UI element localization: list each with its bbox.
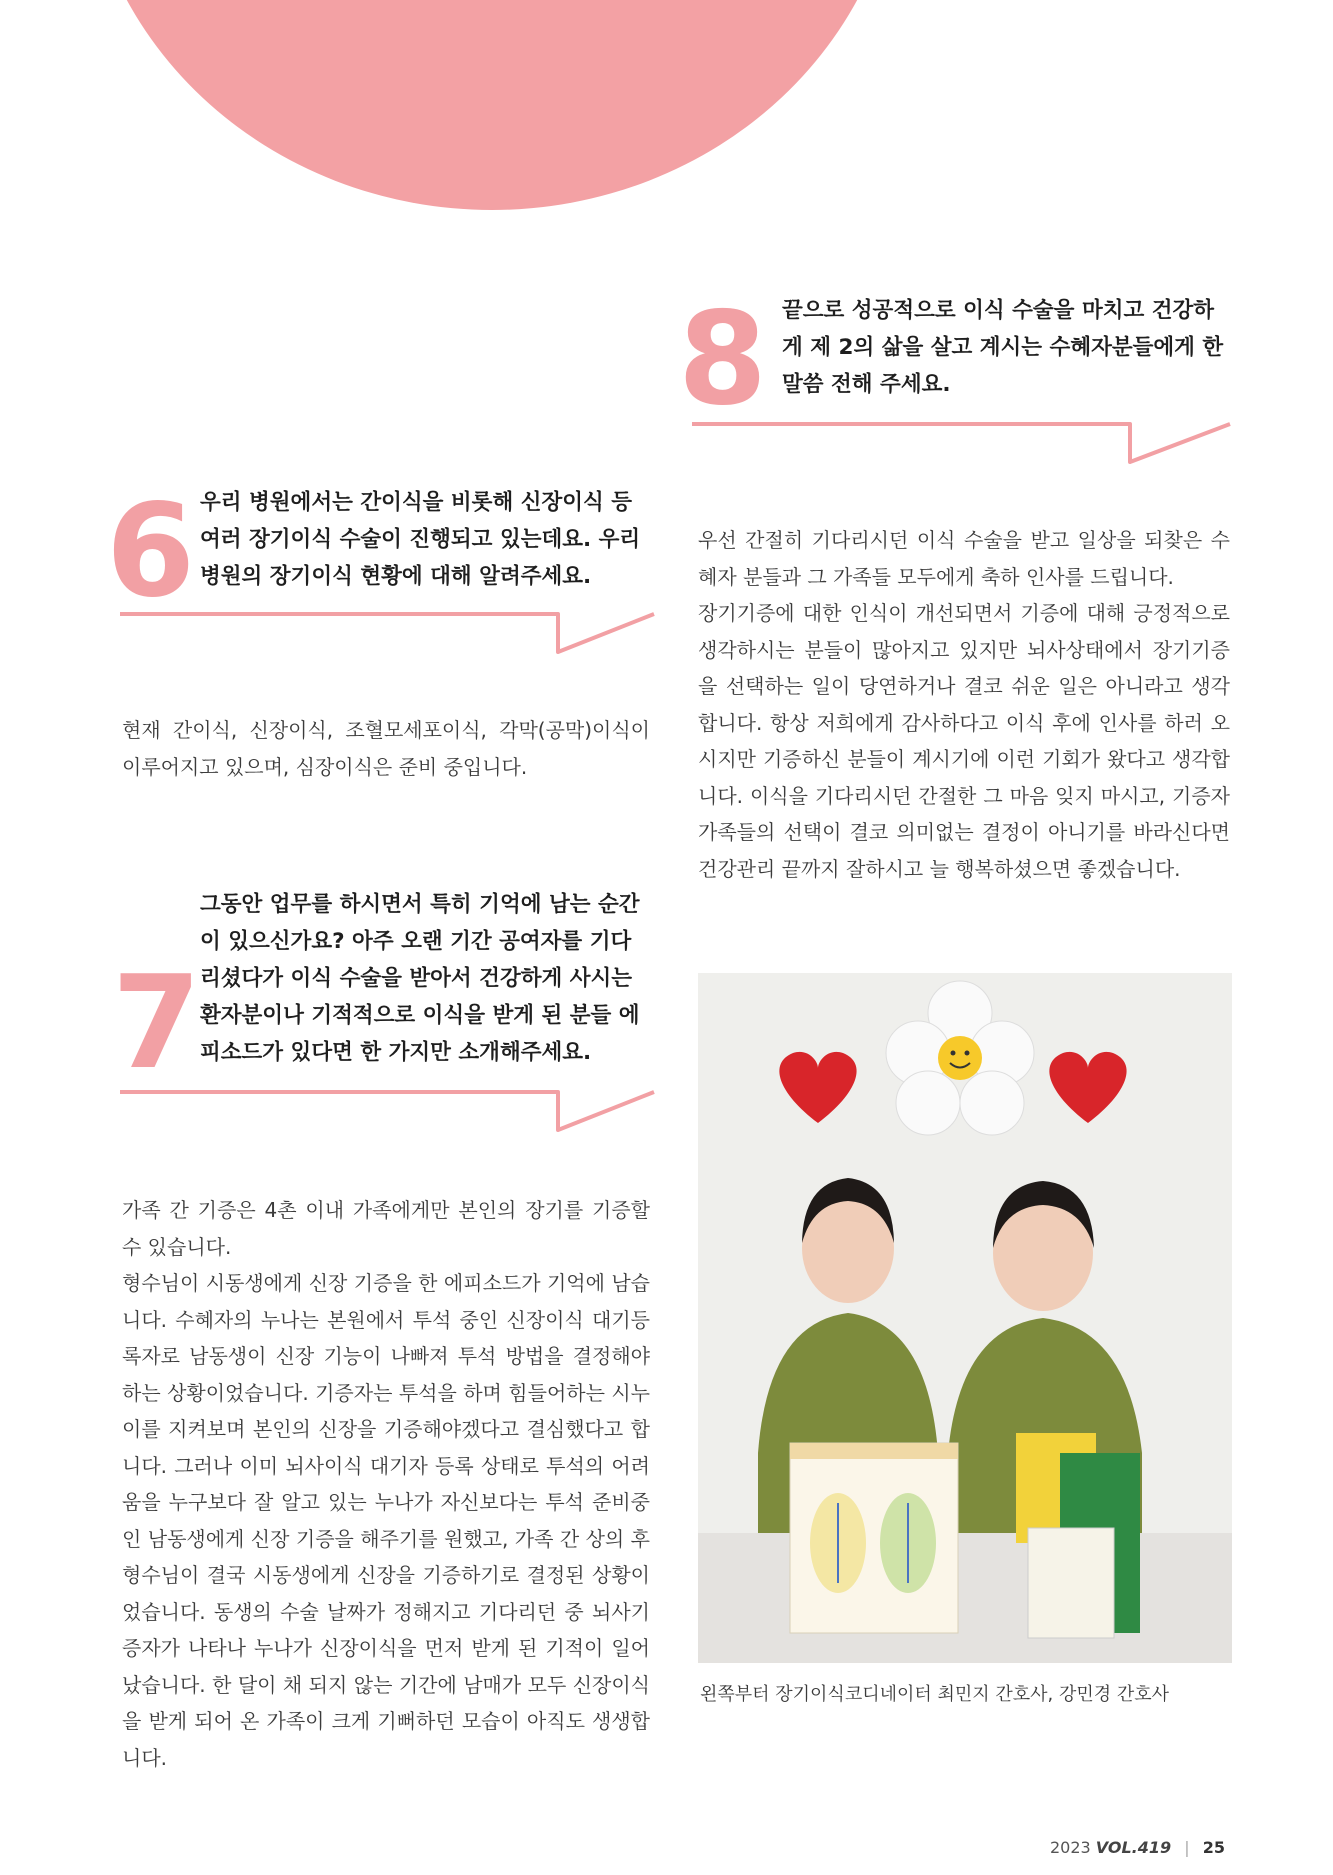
page-number: 25 [1202,1838,1225,1857]
kidney-display-board [790,1443,958,1633]
speech-bubble-line-6 [118,608,658,658]
question-number-6: 6 [106,477,196,626]
question-number-8: 8 [678,285,768,434]
books-stack [1016,1433,1140,1638]
footer-separator: | [1184,1838,1190,1857]
photo-illustration [698,973,1232,1663]
photo-caption: 왼쪽부터 장기이식코디네이터 최민지 간호사, 강민경 간호사 [700,1684,1170,1705]
answer-6: 현재 간이식, 신장이식, 조혈모세포이식, 각막(공막)이식이 이루어지고 있으며, 심장이식은 준비 중입니다. [122,718,650,779]
decorative-circle [82,0,902,210]
speech-bubble-line-7 [118,1086,658,1136]
nurses-photo [698,973,1232,1663]
question-7-text: 그동안 업무를 하시면서 특히 기억에 남는 순간이 있으신가요? 아주 오랜 기간 공여자를 기다리셨다가 이식 수술을 받아서 건강하게 사시는 환자분이나 기적적으로 이식을 받게 된 분들 에피소드가 있다면 한 가지만 소개해주세요. [200,892,640,1065]
question-6-text: 우리 병원에서는 간이식을 비롯해 신장이식 등 여러 장기이식 수술이 진행되고 있는데요. 우리 병원의 장기이식 현황에 대해 알려주세요. [200,490,641,589]
answer-8: 우선 간절히 기다리시던 이식 수술을 받고 일상을 되찾은 수혜자 분들과 그 가족들 모두에게 축하 인사를 드립니다. 장기기증에 대한 인식이 개선되면서 기증에 대해 긍정적으로 생각하시는 분들이 많아지고 있지만 뇌사상태에서 장기기증을 선택하는 일이 당연하거나 결코 쉬운 일은 아니라고 생각합니다. 항상 저희에게 감사하다고 이식 후에 인사를 하러 오시지만 기증하신 분들이 계시기에 이런 기회가 왔다고 생각합니다. 이식을 기다리시던 간절한 그 마음 잊지 마시고, 기증자 가족들의 선택이 결코 의미없는 결정이 아니기를 바라신다면 건강관리 끝까지 잘하시고 늘 행복하셨으면 좋겠습니다. [698,528,1230,881]
speech-bubble-line-8 [690,418,1235,468]
question-8-text: 끝으로 성공적으로 이식 수술을 마치고 건강하게 제 2의 삶을 살고 계시는 수혜자분들에게 한 말씀 전해 주세요. [782,298,1224,397]
question-number-7: 7 [112,949,202,1098]
answer-7: 가족 간 기증은 4촌 이내 가족에게만 본인의 장기를 기증할 수 있습니다. 형수님이 시동생에게 신장 기증을 한 에피소드가 기억에 남습니다. 수혜자의 누나는 본원에서 투석 중인 신장이식 대기등록자로 남동생이 신장 기능이 나빠져 투석 방법을 결정해야 하는 상황이었습니다. 기증자는 투석을 하며 힘들어하는 시누이를 지켜보며 본인의 신장을 기증해야겠다고 결심했다고 합니다. 그러나 이미 뇌사이식 대기자 등록 상태로 투석의 어려움을 누구보다 잘 알고 있는 누나가 자신보다는 투석 준비중인 남동생에게 신장 기증을 해주기를 원했고, 가족 간 상의 후 형수님이 결국 시동생에게 신장을 기증하기로 결정된 상황이었습니다. 동생의 수술 날짜가 정해지고 기다리던 중 뇌사기증자가 나타나 누나가 신장이식을 먼저 받게 된 기적이 일어났습니다. 한 달이 채 되지 않는 기간에 남매가 모두 신장이식을 받게 되어 온 가족이 크게 기뻐하던 모습이 아직도 생생합니다. [122,1198,650,1770]
footer-year: 2023 [1049,1838,1091,1857]
page-footer [1050,1838,1225,1857]
footer-volume: VOL.419 [1095,1838,1172,1857]
